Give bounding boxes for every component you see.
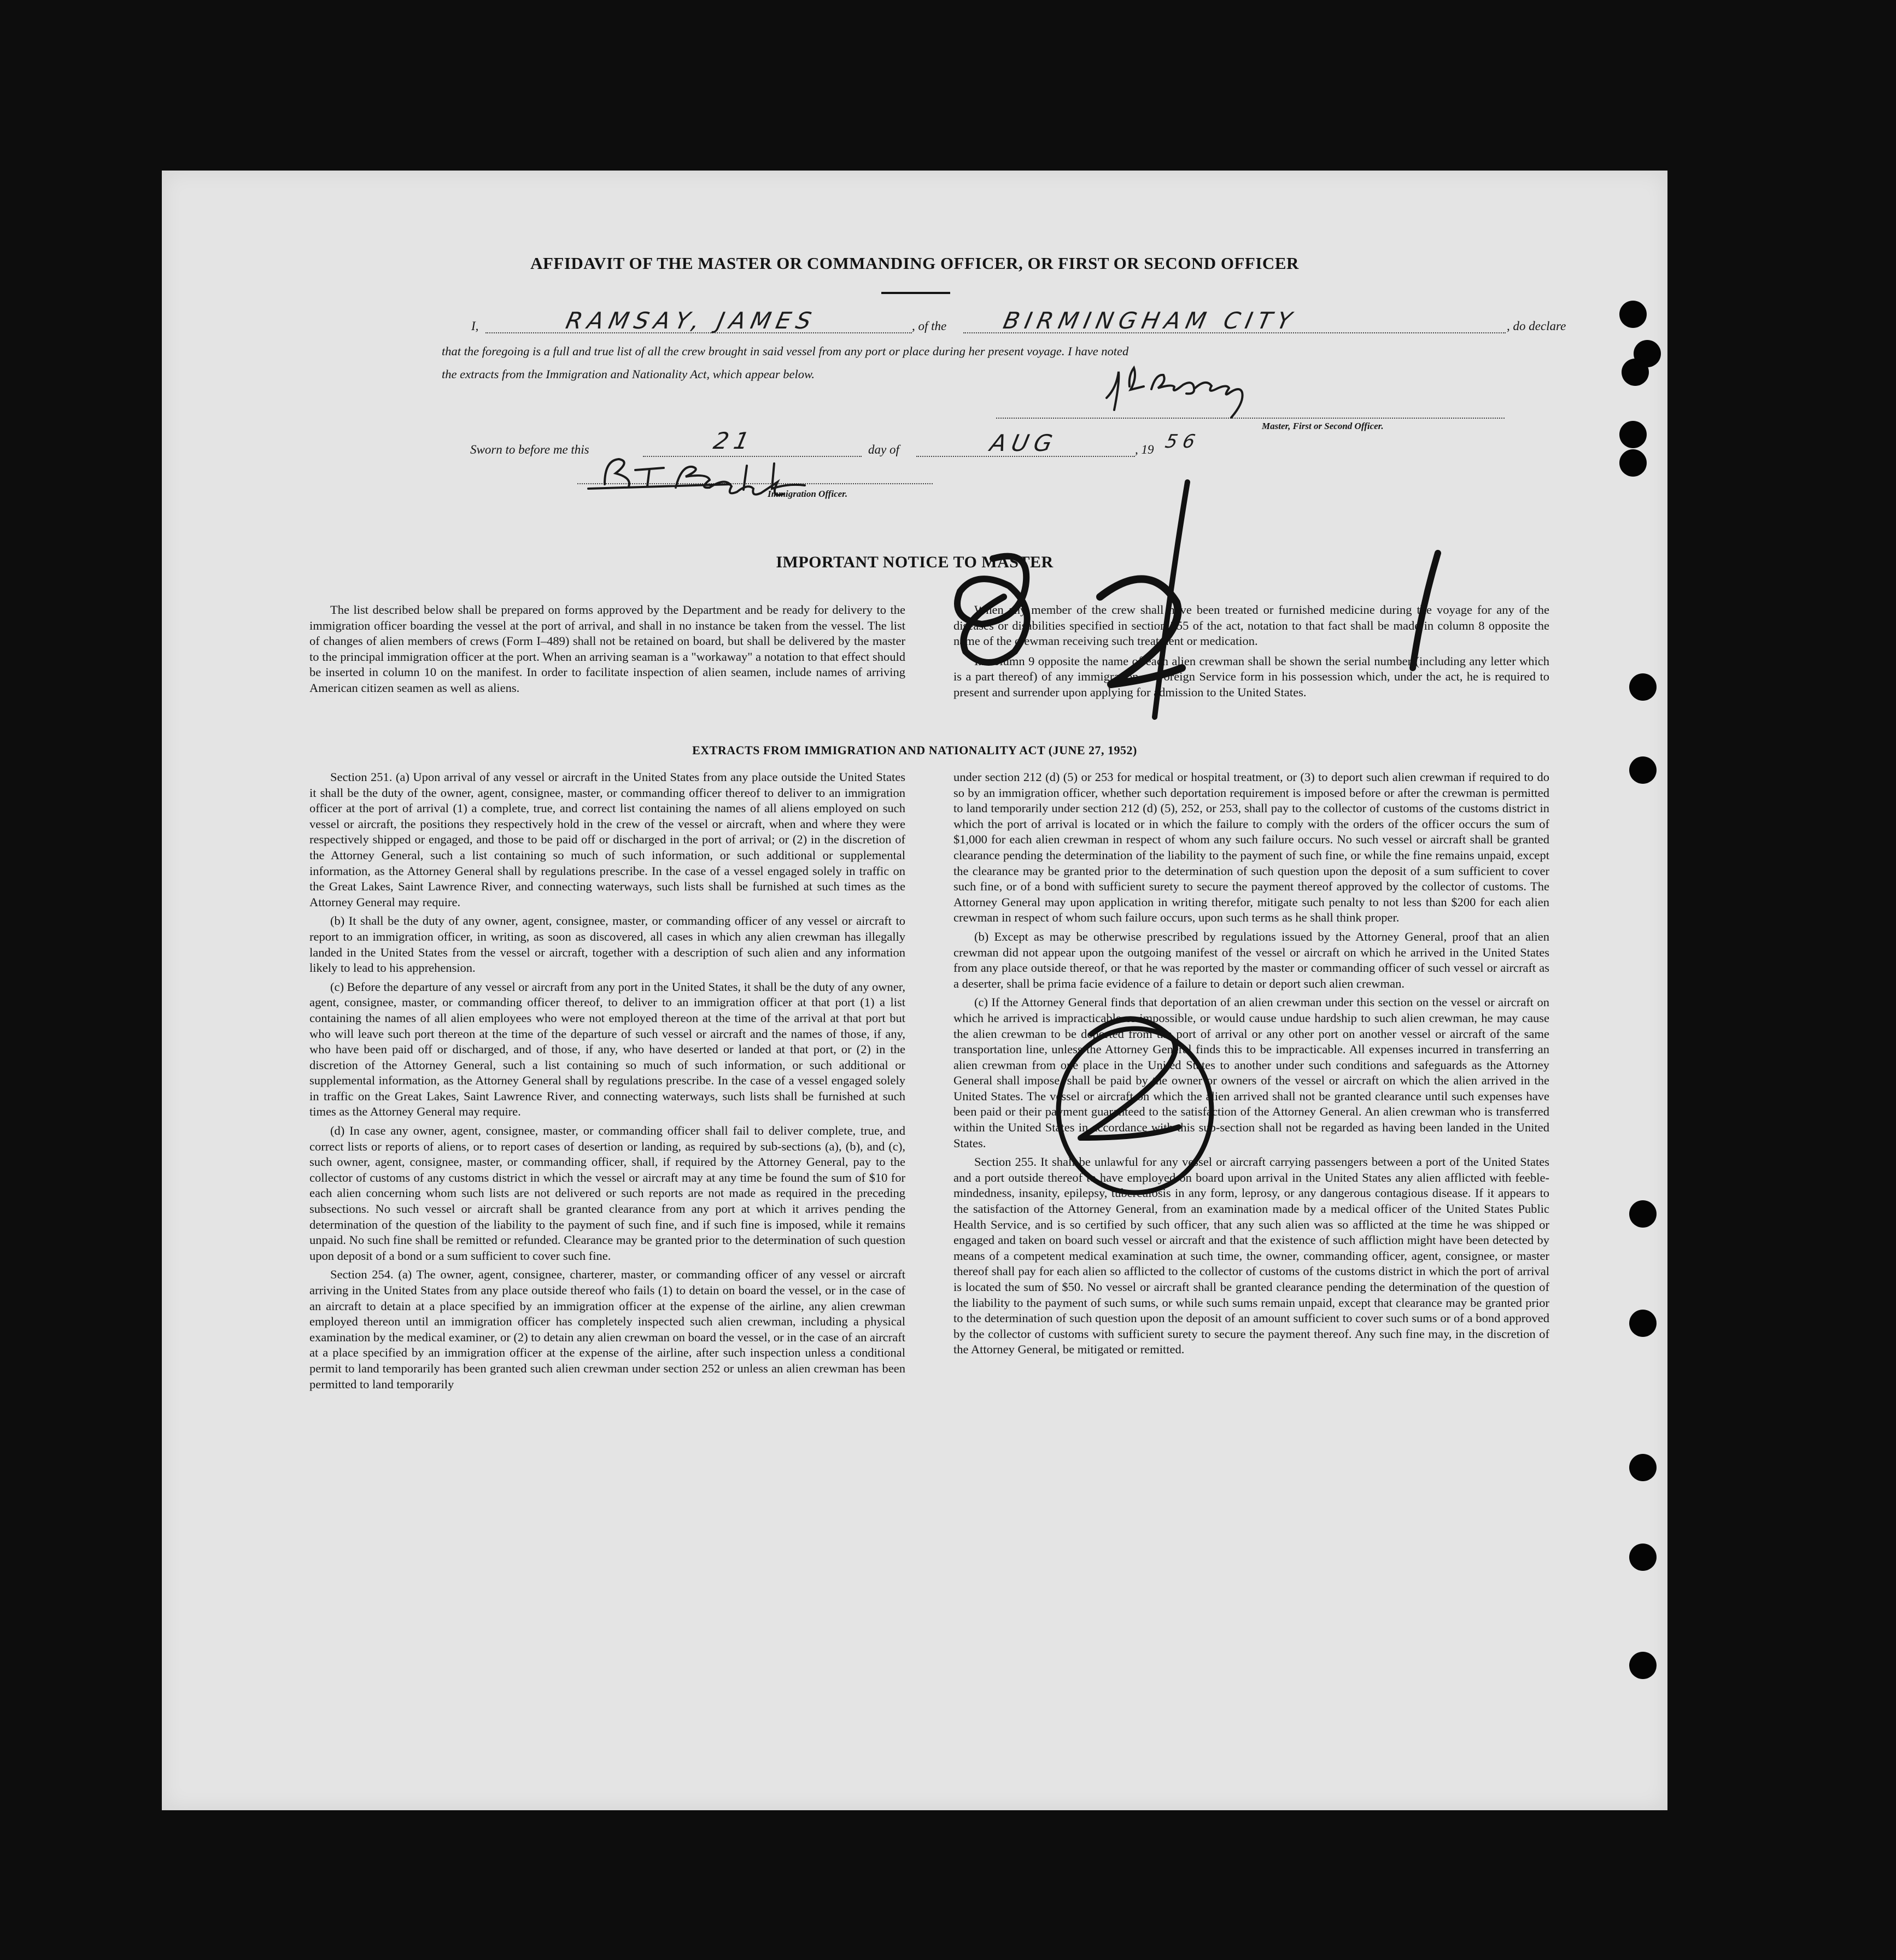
sworn-label: Sworn to before me this bbox=[470, 443, 589, 456]
section-251-a: Section 251. (a) Upon arrival of any vessel or aircraft in the United States from any place outside the United States it shall be the duty of the owner, agent, consignee, master, or commanding officer thereof to deliver to an immigration officer at the port of arrival (1) a complete, true, and correct list containing the names of all aliens employed on such vessel or aircraft, the positions they respectively hold in the crew of the vessel or aircraft, when and where they were respectively shipped or engaged, and those to be paid off or discharged in the port of arrival; or (2) in the discretion of the Attorney General, such a list containing so much of such information, or such additional or supplemental information, as the Attorney General shall by regulations prescribe. In the case of a vessel engaged solely in traffic on the Great Lakes, Saint Lawrence River, and connecting waterways, such lists shall be furnished at such times as the Attorney General may require. bbox=[309, 770, 905, 909]
title-rule bbox=[881, 292, 950, 294]
binder-hole bbox=[1619, 421, 1647, 448]
section-251-c: (c) Before the departure of any vessel or aircraft from any port in the United States, it shall be the duty of any owner, agent, consignee, master, or commanding officer thereof, to deliver to an immigration officer at that port (1) a list containing the names of all alien employees who were not employed thereon at the time of the arrival at that port but who will leave such port thereon at the time of the departure of such vessel or aircraft and the names of those, if any, who have been paid off or discharged, and of those, if any, who have deserted or landed at that port, or (2) in the discretion of the Attorney General, such a list containing so much of such information, or such additional or supplemental information, as the Attorney General shall by regulations prescribe. In the case of a vessel engaged solely in traffic on the Great Lakes, Saint Lawrence River, and connecting waterways, such lists shall be furnished at such times as the Attorney General may require. bbox=[309, 979, 905, 1119]
binder-hole bbox=[1629, 756, 1657, 784]
section-254-c: (c) If the Attorney General finds that deportation of an alien crewman under this section on the vessel or aircraft on which he arrived is impracticable or impossible, or would cause undue hardship to such alien crewman, he may cause the alien crewman to be deported from the port of arrival or any other port on another vessel or aircraft of the same transportation line, unless the Attorney General finds this to be impracticable. All expenses incurred in transferring an alien crewman from one place in the United States to another under such conditions and safeguards as the Attorney General shall impose, shall be paid by the owner or owners of the vessel or aircraft on which the alien arrived in the United States. The vessel or aircraft on which the alien arrived shall not be granted clearance until such expenses have been paid or their payment guaranteed to the satisfaction of the Attorney General. An alien crewman who is transferred within the United States in accordance with this sub-section shall not be regarded as having been landed in the United States. bbox=[953, 995, 1549, 1150]
signature-line bbox=[996, 418, 1505, 419]
day-of-label: day of bbox=[868, 443, 899, 456]
day-line bbox=[643, 456, 862, 457]
section-254-a: Section 254. (a) The owner, agent, consignee, charterer, master, or commanding officer of any vessel or aircraft arriving in the United States from any place outside thereof who fails (1) to detain on board the vessel, or in the case of an aircraft to detain at a place specified by an immigration officer at the expense of the airline, any alien crewman employed thereon until an immigration officer has completely inspected such alien crewman, including a physical examination by the medical examiner, or (2) to detain any alien crewman on board the vessel, or in the case of an aircraft at a place specified by an immigration officer at the expense of the airline, after such inspection unless a conditional permit to land temporarily has been granted such alien crewman under section 252 or unless an alien crewman has been permitted to land temporarily bbox=[309, 1267, 905, 1391]
notice-left-paragraph: The list described below shall be prepared on forms approved by the Department and be ready for delivery to the immigration officer boarding the vessel at the port of arrival, and shall in no instance be taken from the vessel. The list of changes of alien members of crews (Form I–489) shall not be retained on board, but shall be delivered by the master to the principal immigration officer at the port. When an arriving seaman is a "workaway" a notation to that effect should be inserted in column 10 on the manifest. In order to facilitate inspection of alien seamen, include names of arriving American citizen seamen as well as aliens. bbox=[309, 603, 905, 695]
section-251-d: (d) In case any owner, agent, consignee, master, or commanding officer shall fail to deliver complete, true, and correct lists or reports of aliens, or to report cases of desertion or landing, as required by sub-sections (a), (b), and (c), such owner, agent, consignee, master, or commanding officer, shall, if required by the Attorney General, pay to the collector of customs of any customs district in which the vessel or aircraft may at any time be found the sum of $10 for each alien concerning whom such lists are not delivered or such reports are not made as required in the preceding subsections. No such vessel or aircraft shall be granted clearance from any port at which it arrives pending the determination of the question of the liability to the payment of such fine, and if such fine is imposed, while it remains unpaid. No such fine shall be remitted or refunded. Clearance may be granted prior to the determination of such question upon deposit of a bond or a sum sufficient to cover such fine. bbox=[309, 1124, 905, 1263]
section-254-b: (b) Except as may be otherwise prescribed by regulations issued by the Attorney General, proof that an alien crewman did not appear upon the outgoing manifest of the vessel or aircraft on which he arrived in the United States from any place outside thereof, or that he was reported by the master or commanding officer of such vessel or aircraft as a deserter, shall be prima facie evidence of a failure to detain or deport such alien crewman. bbox=[953, 929, 1549, 990]
binder-hole bbox=[1629, 1200, 1657, 1228]
extracts-left-column bbox=[309, 770, 905, 1395]
declaration-line-1: that the foregoing is a full and true list of all the crew brought in said vessel from any port or place during her present voyage. I have noted bbox=[442, 344, 1129, 358]
sworn-day: 21 bbox=[711, 427, 757, 454]
year-prefix: , 19 bbox=[1135, 443, 1154, 456]
master-signature bbox=[162, 171, 1667, 553]
i-label: I, bbox=[471, 319, 479, 333]
document-page bbox=[162, 171, 1667, 1810]
section-251-b: (b) It shall be the duty of any owner, agent, consignee, master, or commanding officer of any vessel or aircraft to report to an immigration officer, in writing, as soon as discovered, all cases in which any alien crewman has illegally landed in the United States from the vessel or aircraft, together with a description of such alien and any information likely to lead to his apprehension. bbox=[309, 914, 905, 975]
declaration-line-2: the extracts from the Immigration and Nationality Act, which appear below. bbox=[442, 367, 815, 381]
binder-hole bbox=[1629, 1454, 1657, 1481]
declare-label: , do declare bbox=[1507, 319, 1566, 333]
master-name: RAMSAY, JAMES bbox=[563, 307, 820, 334]
of-the-label: , of the bbox=[912, 319, 947, 333]
notice-left-column bbox=[309, 602, 905, 700]
binder-hole bbox=[1619, 449, 1647, 477]
sworn-month: AUG bbox=[987, 430, 1061, 456]
affidavit-title: AFFIDAVIT OF THE MASTER OR COMMANDING OFFICER, OR FIRST OR SECOND OFFICER bbox=[530, 254, 1299, 273]
vessel-name: BIRMINGHAM CITY bbox=[1000, 307, 1300, 334]
binder-hole bbox=[1629, 1310, 1657, 1337]
notice-right-paragraph-2: In column 9 opposite the name of each alien crewman shall be shown the serial number (including any letter which is a part thereof) of any immigration or Foreign Service form in his possession which, under the act, he is required to present and surrender upon applying for admission to the United States. bbox=[953, 654, 1549, 699]
binder-hole bbox=[1619, 301, 1647, 328]
extracts-right-column bbox=[953, 770, 1549, 1361]
officer-caption: Immigration Officer. bbox=[768, 489, 848, 499]
section-255: Section 255. It shall be unlawful for any vessel or aircraft carrying passengers between a port of the United States and a port outside thereof to have employed on board upon arrival in the United States any alien afflicted with feeble-mindedness, insanity, epilepsy, tuberculosis in any form, leprosy, or any dangerous contagious disease. If it appears to the satisfaction of the Attorney General, from an examination made by a medical officer of the United States Public Health Service, and is so certified by such officer, that any such alien was so afflicted at the time he was shipped or engaged and taken on board such vessel or aircraft and that the existence of such affliction might have been detected by means of a competent medical examination at such time, the owner, commanding officer, agent, consignee, or master thereof shall pay for each alien so afflicted to the collector of customs of the customs district in which the port of arrival is located the sum of $50. No vessel or aircraft shall be granted clearance pending the determination of the question of the liability to the payment of such sums, or while such sums remain unpaid, except that clearance may be granted prior to the determination of such question upon the deposit of an amount sufficient to cover such sums or of a bond approved by the collector of customs with sufficient surety to secure the payment thereof. Any such fine may, in the discretion of the Attorney General, be mitigated or remitted. bbox=[953, 1155, 1549, 1357]
notice-right-paragraph-1: When any member of the crew shall have been treated or furnished medicine during the voyage for any of the diseases or disabilities specified in section 255 of the act, notation to that fact shall be made in column 8 opposite the name of the crewman receiving such treatment or medication. bbox=[953, 603, 1549, 648]
officer-signature bbox=[162, 171, 1667, 553]
section-254-a-continued: under section 212 (d) (5) or 253 for medical or hospital treatment, or (3) to deport such alien crewman if required to do so by an immigration officer, whether such deportation requirement is imposed before or after the crewman is permitted to land temporarily under section 212 (d) (5), 252, or 253, shall pay to the collector of customs of the customs district in which the port of arrival is located or in which the failure to comply with the orders of the officer occurs the sum of $1,000 for each alien crewman in respect of whom any such failure occurs. No such vessel or aircraft shall be granted clearance pending the determination of the liability to the payment of such fine, or while the fine remains unpaid, except the clearance may be granted prior to the determination of such question upon the deposit of a sum sufficient to cover such fine, or of a bond with sufficient surety to secure the payment thereof approved by the collector of customs. The Attorney General may upon application in writing therefor, mitigate such penalty to not less than $200 for each alien crewman in respect of whom such failure occurs, upon such terms as he shall think proper. bbox=[953, 770, 1549, 925]
binder-hole bbox=[1629, 1544, 1657, 1571]
sworn-year: 56 bbox=[1163, 431, 1203, 453]
binder-hole bbox=[1622, 359, 1649, 386]
extracts-title: EXTRACTS FROM IMMIGRATION AND NATIONALITY ACT (JUNE 27, 1952) bbox=[692, 743, 1137, 757]
binder-hole bbox=[1629, 673, 1657, 701]
officer-line bbox=[577, 483, 933, 484]
notice-title: IMPORTANT NOTICE TO MASTER bbox=[776, 553, 1054, 571]
binder-hole bbox=[1629, 1652, 1657, 1679]
notice-right-column bbox=[953, 602, 1549, 704]
signature-caption: Master, First or Second Officer. bbox=[1262, 421, 1384, 431]
